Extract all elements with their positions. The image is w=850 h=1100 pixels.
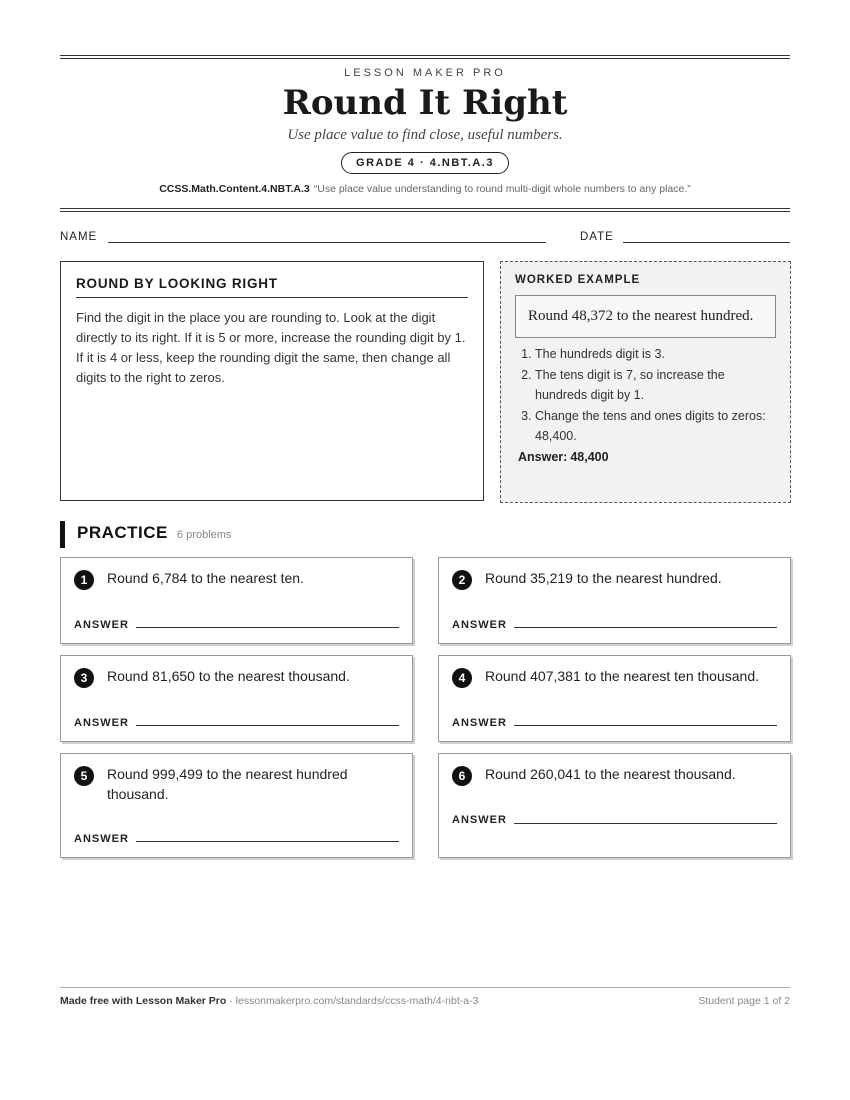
footer-brand: Made free with Lesson Maker Pro [60,995,227,1007]
name-field[interactable] [108,242,546,243]
footer-rule [60,987,790,988]
problem-text: Round 407,381 to the nearest ten thousand. [485,668,759,684]
answer-field[interactable] [136,841,399,842]
worked-example-heading: WORKED EXAMPLE [515,274,641,286]
worked-example-answer-value: 48,400 [570,450,609,464]
problem-card [60,655,413,742]
rule-box-body: Find the digit in the place you are rounding to. Look at the digit directly to its right. If it is 5 or more, increase the rounding digit by 1. If it is 4 or less, keep the rounding digit the same, then change all digits to the right to zeros. [76,310,466,385]
answer-label: ANSWER [452,814,507,826]
worked-example-step: 1. The hundreds digit is 3. [535,344,776,364]
answer-label: ANSWER [452,619,507,631]
worked-example-step: 3. Change the tens and ones digits to zeros: 48,400. [535,406,776,446]
problem-number: 1 [74,570,94,590]
problem-card [438,557,791,644]
date-field[interactable] [623,242,790,243]
answer-field[interactable] [514,627,777,628]
answer-label: ANSWER [74,833,129,845]
practice-title: PRACTICE [77,523,168,542]
problem-text: Round 81,650 to the nearest thousand. [107,668,350,684]
problem-number: 5 [74,766,94,786]
worked-example-answer-label: Answer: [518,450,568,464]
worked-example-answer [515,450,776,464]
answer-field[interactable] [514,725,777,726]
standard-line [0,183,850,195]
rule-box-title: ROUND BY LOOKING RIGHT [76,276,468,298]
answer-label: ANSWER [74,717,129,729]
problem-number: 4 [452,668,472,688]
problem-text: Round 35,219 to the nearest hundred. [485,570,722,586]
standard-text: “Use place value understanding to round multi-digit whole numbers to any place.” [313,183,691,195]
answer-label: ANSWER [452,717,507,729]
grade-badge: GRADE 4 · 4.NBT.A.3 [341,152,509,174]
footer-credit [60,995,478,1007]
problem-number: 3 [74,668,94,688]
worksheet-title: Round It Right [282,83,568,123]
practice-accent-bar [60,521,65,548]
worksheet-subtitle: Use place value to find close, useful numbers. [287,127,563,143]
answer-field[interactable] [136,725,399,726]
footer-page-number: Student page 1 of 2 [698,995,790,1007]
problem-card [438,753,791,858]
header-bottom-double-rule [60,208,790,212]
standard-code: CCSS.Math.Content.4.NBT.A.3 [159,183,310,195]
problem-card [60,557,413,644]
name-label: NAME [60,231,98,243]
problem-card [438,655,791,742]
problem-number: 2 [452,570,472,590]
practice-count: 6 problems [177,529,232,541]
problem-text: Round 260,041 to the nearest thousand. [485,766,736,782]
problem-card [60,753,413,858]
answer-field[interactable] [514,823,777,824]
problem-text: Round 6,784 to the nearest ten. [107,570,304,586]
answer-label: ANSWER [74,619,129,631]
worked-example-steps [515,344,776,446]
answer-field[interactable] [136,627,399,628]
worked-example-step: 2. The tens digit is 7, so increase the hundreds digit by 1. [535,365,776,405]
rule-box [60,261,484,501]
top-double-rule [60,55,790,59]
problem-number: 6 [452,766,472,786]
problem-text: Round 999,499 to the nearest hundred thousand. [107,766,348,802]
date-label: DATE [580,231,614,243]
footer-url[interactable]: · lessonmakerpro.com/standards/ccss-math/4-nbt-a-3 [229,995,479,1007]
worked-example-box [500,261,791,503]
brand-kicker: LESSON MAKER PRO [344,67,506,79]
worked-example-prompt: Round 48,372 to the nearest hundred. [515,295,776,338]
